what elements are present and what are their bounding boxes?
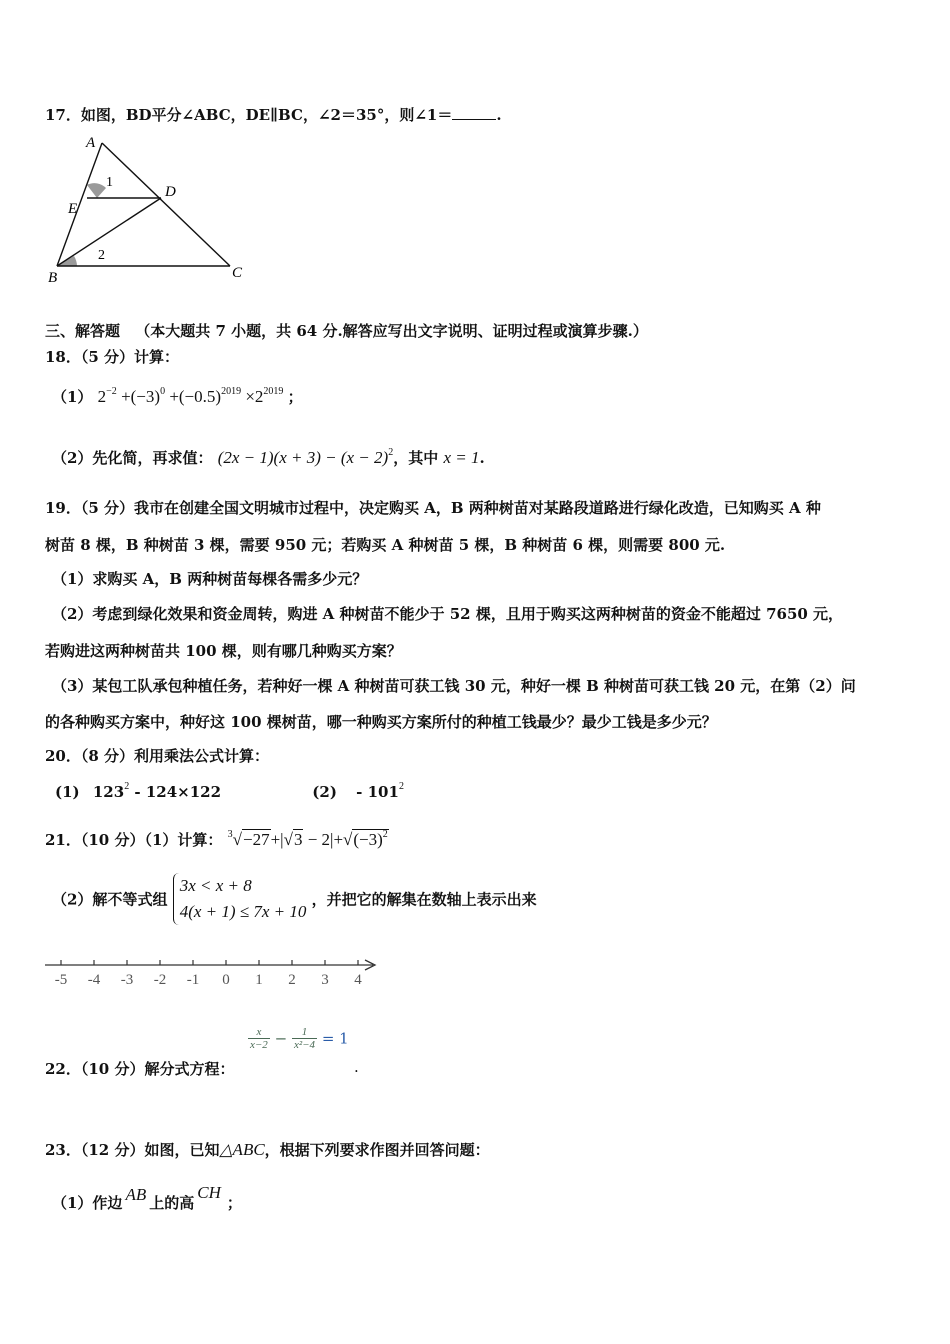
q18-p1-expression [98, 387, 288, 406]
q18-p2-exponent: 2 [388, 447, 394, 458]
q20-p1-rest: - 124×122 [134, 783, 222, 801]
q21-head: 21．（10 分）（1）计算： [45, 831, 223, 849]
q20-p1-label: (1) [55, 783, 80, 801]
term-d: ×2 [245, 387, 264, 406]
inequality-2: 4(x + 1) ≤ 7x + 10 [179, 902, 307, 921]
exp-a: −2 [106, 386, 117, 397]
q17-answer-blank [452, 107, 496, 120]
q18-p2-expression: (2x − 1)(x + 3) − (x − 2) [217, 448, 389, 467]
label-angle1: 1 [106, 175, 113, 190]
q20-head: 20．（8 分）利用乘法公式计算： [45, 747, 270, 765]
term-b: +(−3) [121, 387, 161, 406]
tick-label: -4 [87, 972, 101, 988]
q20-p2-expr: - 101 [356, 783, 399, 801]
q20-parts [55, 781, 404, 801]
plus-2: + [333, 830, 344, 849]
section3-note: （本大题共 7 小题，共 64 分.解答应写出文字说明、证明过程或演算步骤.） [135, 322, 648, 340]
cube-root-radicand: −27 [243, 830, 270, 849]
q23-p1-end: ； [226, 1194, 242, 1212]
fraction-1-denominator: x−2 [250, 1039, 268, 1051]
q19-part2a: （2）考虑到绿化效果和资金周转，购进 A 种树苗不能少于 52 棵，且用于购买这两种树苗的资金不能超过 7650 元， [52, 605, 844, 623]
q20-p1-exp: 2 [124, 781, 130, 792]
q17-figure [40, 133, 255, 285]
angle1-marker [87, 183, 106, 198]
q23-tail: ，根据下列要求作图并回答问题： [264, 1141, 490, 1159]
q18-p2-end: . [479, 449, 485, 467]
q18-p2-label: （2）先化简，再求值： [52, 449, 213, 467]
fraction-2 [292, 1026, 317, 1051]
tick-label: -2 [153, 972, 167, 988]
q17-statement: 17．如图，BD平分∠ABC，DE∥BC，∠2＝35°，则∠1＝ [45, 106, 453, 124]
q23-p1-ab: AB [125, 1185, 147, 1204]
q18-p1-label: （1） [52, 388, 93, 406]
tick-label: -1 [186, 972, 200, 988]
q23-p1-label: （1）作边 [52, 1194, 123, 1212]
exp-b: 0 [160, 386, 166, 397]
q21-calc-expression: $^3√-27+|√3 - 2|+√(-3)^2$ [227, 829, 388, 849]
sqrt-square-radicand [352, 829, 388, 849]
label-c: C [232, 265, 243, 281]
label-d: D [165, 184, 176, 200]
tick-label: 1 [255, 972, 263, 988]
q17-text [45, 104, 502, 125]
tick-label: -3 [120, 972, 134, 988]
abs-rest: − 2| [307, 830, 334, 849]
label-b: B [48, 270, 58, 285]
q18-p2-where: ，其中 [393, 449, 439, 467]
q22-head: 22．（10 分）解分式方程： [45, 1060, 235, 1078]
q23-head-line [45, 1139, 490, 1160]
q22-equation-display [248, 1026, 349, 1051]
label-a: A [86, 135, 96, 151]
q23-p1-mid: 上的高 [149, 1194, 195, 1212]
q18-part2 [52, 447, 485, 468]
side-ac [102, 143, 230, 266]
q18-p2-condition: x = 1 [443, 448, 480, 467]
q18-p1-end: ； [287, 388, 303, 406]
tick-label: 0 [222, 972, 230, 988]
fraction-2-denominator: x²−4 [293, 1039, 316, 1051]
number-line [40, 955, 385, 995]
sqrt-three: 3 [293, 830, 303, 849]
square-exp: 2 [382, 829, 388, 840]
q22-end: . [354, 1058, 359, 1076]
q19-part3a: （3）某包工队承包种植任务，若种好一棵 A 种树苗可获工钱 30 元，种好一棵 B 种树苗可获工钱 20 元，在第（2）问 [52, 677, 856, 695]
q18-head: 18．（5 分）计算： [45, 348, 180, 366]
q21-part2 [52, 873, 537, 925]
q23-triangle: △ABC [219, 1140, 265, 1159]
tick-label: -5 [54, 972, 68, 988]
section3-heading [45, 320, 648, 341]
q21-head-line [45, 829, 389, 850]
q23-part1 [52, 1183, 242, 1213]
inequality-1: 3x < x + 8 [179, 876, 252, 895]
q21-p2-label: （2）解不等式组 [52, 890, 168, 909]
q23-p1-ch: CH [197, 1183, 221, 1202]
section3-title: 三、解答题 [45, 322, 121, 340]
q20-p2-exp: 2 [398, 781, 404, 792]
tick-label: 4 [354, 972, 362, 988]
abs-open: +| [270, 830, 284, 849]
q19-line2: 树苗 8 棵，B 种树苗 3 棵，需要 950 元；若购买 A 种树苗 5 棵，B 种树苗 6 棵，则需要 800 元. [45, 536, 726, 554]
q19-part3b: 的各种购买方案中，种好这 100 棵树苗，哪一种购买方案所付的种植工钱最少？最少工钱是多少元？ [45, 713, 717, 731]
q19-part2b: 若购进这两种树苗共 100 棵，则有哪几种购买方案？ [45, 642, 402, 660]
label-e: E [68, 201, 78, 217]
exp-c: 2019 [221, 386, 242, 397]
q20-p2-label: (2) [312, 783, 337, 801]
fraction-1 [248, 1026, 270, 1051]
q19-part1: （1）求购买 A，B 两种树苗每棵各需多少元？ [52, 570, 368, 588]
square-base: (−3) [353, 830, 383, 849]
exp-d: 2019 [263, 386, 284, 397]
inequality-system [173, 873, 307, 925]
term-a: 2 [97, 387, 107, 406]
label-angle2: 2 [98, 248, 105, 263]
term-c: +(−0.5) [169, 387, 222, 406]
q21-p2-tail: ，并把它的解集在数轴上表示出来 [311, 890, 537, 909]
q19-line1: 19．（5 分）我市在创建全国文明城市过程中，决定购买 A，B 两种树苗对某路段道路进行绿化改造，已知购买 A 种 [45, 499, 821, 517]
equation-rhs: = 1 [321, 1029, 349, 1048]
fraction-2-numerator: 1 [292, 1026, 317, 1039]
q18-part1 [52, 386, 303, 407]
side-ab [57, 143, 102, 266]
minus-sign: − [274, 1029, 288, 1048]
cube-root-index: 3 [227, 829, 233, 840]
q20-p1-base: 123 [92, 783, 125, 801]
tick-label: 2 [288, 972, 296, 988]
fraction-1-numerator: x [248, 1026, 270, 1039]
q17-end: . [496, 106, 502, 124]
tick-label: 3 [321, 972, 329, 988]
q23-head: 23．（12 分）如图，已知 [45, 1141, 220, 1159]
